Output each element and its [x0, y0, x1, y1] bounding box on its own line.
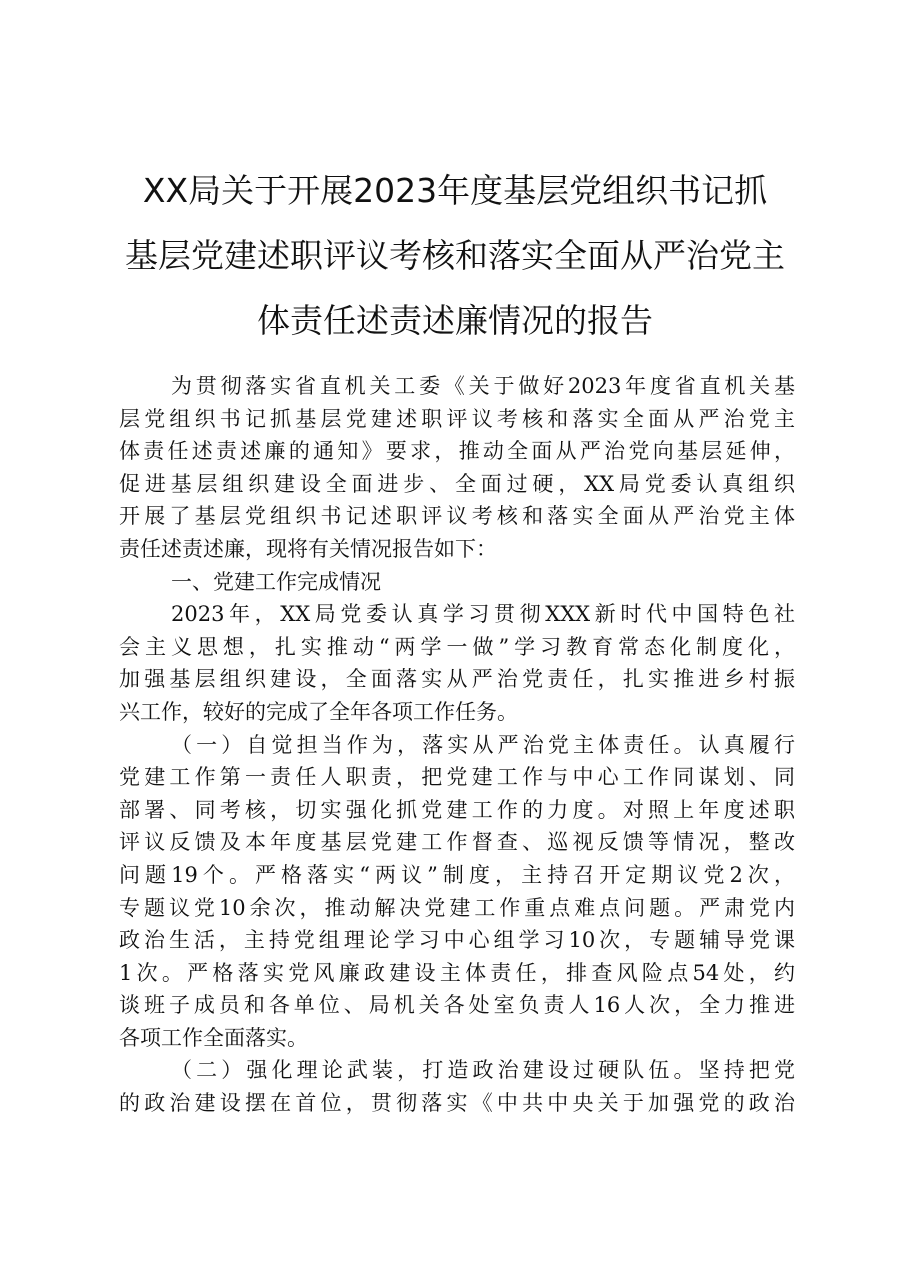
- paragraph-line: （一）自觉担当作为，落实从严治党主体责任。认真履行: [171, 732, 795, 757]
- title-line: XX局关于开展2023年度基层党组织书记抓: [142, 171, 768, 210]
- paragraph-line: 部署、同考核，切实强化抓党建工作的力度。对照上年度述职: [119, 797, 795, 822]
- paragraph-line: 责任述责述廉，现将有关情况报告如下：: [119, 536, 497, 561]
- document-body: [119, 370, 795, 1120]
- paragraph-line: 会主义思想，扎实推动“两学一做”学习教育常态化制度化，: [119, 634, 795, 659]
- paragraph-line: （二）强化理论武装，打造政治建设过硬队伍。坚持把党: [171, 1058, 795, 1083]
- paragraph-line: 为贯彻落实省直机关工委《关于做好2023年度省直机关基: [171, 374, 795, 398]
- paragraph-line: 层党组织书记抓基层党建述职评议考核和落实全面从严治党主: [119, 406, 795, 431]
- paragraph-line: 开展了基层党组织书记述职评议考核和落实全面从严治党主体: [119, 504, 795, 529]
- document-title: [110, 158, 800, 353]
- section-heading: 一、党建工作完成情况: [171, 569, 381, 594]
- paragraph-line: 谈班子成员和各单位、局机关各处室负责人16人次，全力推进: [119, 993, 795, 1018]
- paragraph-line: 体责任述责述廉的通知》要求，推动全面从严治党向基层延伸，: [119, 439, 795, 464]
- paragraph-line: 加强基层组织建设，全面落实从严治党责任，扎实推进乡村振: [119, 667, 795, 692]
- paragraph-line: 2023年，XX局党委认真学习贯彻XXX新时代中国特色社: [171, 602, 795, 627]
- paragraph-line: 的政治建设摆在首位，贯彻落实《中共中央关于加强党的政治: [119, 1091, 795, 1116]
- title-line: 体责任述责述廉情况的报告: [257, 301, 653, 340]
- title-line: 基层党建述职评议考核和落实全面从严治党主: [125, 236, 785, 275]
- paragraph-line: 1次。严格落实党风廉政建设主体责任，排查风险点54处，约: [119, 960, 795, 985]
- paragraph-line: 党建工作第一责任人职责，把党建工作与中心工作同谋划、同: [119, 765, 795, 790]
- paragraph-line: 政治生活，主持党组理论学习中心组学习10次，专题辅导党课: [119, 928, 795, 953]
- paragraph-line: 问题19个。严格落实“两议”制度，主持召开定期议党2次，: [119, 862, 795, 887]
- paragraph-line: 兴工作，较好的完成了全年各项工作任务。: [119, 699, 518, 724]
- paragraph-line: 专题议党10余次，推动解决党建工作重点难点问题。严肃党内: [119, 895, 795, 920]
- paragraph-line: 促进基层组织建设全面进步、全面过硬，XX局党委认真组织: [119, 471, 795, 496]
- paragraph-line: 各项工作全面落实。: [119, 1025, 308, 1050]
- paragraph-line: 评议反馈及本年度基层党建工作督查、巡视反馈等情况，整改: [119, 830, 795, 855]
